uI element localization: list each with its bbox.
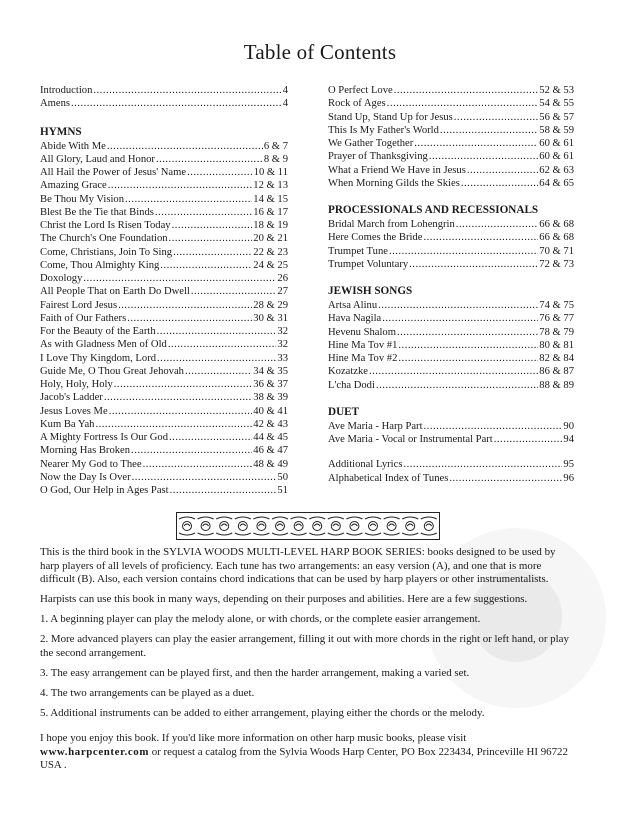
toc-entry-title: Now the Day Is Over <box>40 471 131 483</box>
toc-entry-page: 88 & 89 <box>539 379 574 391</box>
toc-entry-title: Alphabetical Index of Tunes <box>328 472 449 484</box>
toc-leader-dots <box>378 299 538 312</box>
toc-leader-dots <box>467 164 538 177</box>
toc-leader-dots <box>172 219 253 232</box>
toc-entry <box>328 420 574 433</box>
toc-leader-dots <box>170 484 277 497</box>
ornament-leaf <box>253 517 269 535</box>
toc-entry <box>328 258 574 271</box>
toc-leader-dots <box>403 458 562 471</box>
toc-entry-page: 27 <box>277 286 288 298</box>
toc-leader-dots <box>398 352 538 365</box>
ornament-flower <box>406 522 415 531</box>
ornament-flower <box>331 522 340 531</box>
toc-leader-dots <box>131 444 252 457</box>
toc-entry <box>328 326 574 339</box>
toc-leader-dots <box>169 431 252 444</box>
toc-entry-page: 42 & 43 <box>253 418 288 430</box>
toc-entry-page: 8 & 9 <box>263 153 288 165</box>
ornament-leaf <box>328 517 344 535</box>
toc-leader-dots <box>454 111 538 124</box>
toc-entry-page: 4 <box>282 85 288 96</box>
toc-leader-dots <box>108 179 253 192</box>
toc-entry-title: For the Beauty of the Earth <box>40 326 156 337</box>
toc-leader-dots <box>409 258 538 271</box>
section-heading-processionals: PROCESSIONALS AND RECESSIONALS <box>328 204 539 216</box>
toc-leader-dots <box>389 245 538 258</box>
toc-entry <box>40 206 288 219</box>
toc-entry <box>328 124 574 137</box>
toc-leader-dots <box>155 206 252 219</box>
toc-entry-title: Blest Be the Tie that Binds <box>40 206 154 218</box>
toc-leader-dots <box>494 433 563 446</box>
intro-paragraph: This is the third book in the SYLVIA WOODS MULTI-LEVEL HARP BOOK SERIES: books designed to be used by harp players of all levels of proficiency. Each tune has two arrangements: an easy version (A), and one that is more difficult (B). Also, each version contains chord indications that can be used by harp players or other instrumentalists. <box>40 546 556 586</box>
toc-entry <box>328 177 574 190</box>
toc-entry <box>40 259 288 272</box>
toc-entry-title: Trumpet Voluntary <box>328 258 409 270</box>
toc-leader-dots <box>114 378 252 391</box>
toc-entry-page: 30 & 31 <box>253 312 288 324</box>
toc-entry-page: 44 & 45 <box>253 432 288 443</box>
toc-entry-title: Hava Nagila <box>328 313 382 325</box>
ornament-flower <box>424 522 433 531</box>
toc-leader-dots <box>387 97 539 110</box>
toc-entry <box>40 299 288 312</box>
toc-entry-page: 20 & 21 <box>253 233 288 245</box>
ornament-flower <box>257 522 266 531</box>
toc-entry-page: 32 <box>277 326 288 337</box>
toc-entry <box>328 231 574 244</box>
ornament-flower <box>183 522 192 531</box>
toc-leader-dots <box>173 246 252 259</box>
toc-entry-title: A Mighty Fortress Is Our God <box>40 432 169 443</box>
toc-entry-page: 52 & 53 <box>539 85 574 96</box>
suggestion-item: 3. The easy arrangement can be played first, and then the harder arrangement, making a varied set. <box>40 666 470 679</box>
closing-paragraph <box>40 732 572 773</box>
toc-entry <box>40 458 288 471</box>
toc-leader-dots <box>398 339 538 352</box>
toc-entry-title: Artsa Alinu <box>328 300 378 311</box>
suggestion-item: 5. Additional instruments can be added to either arrangement, playing either the chords or the melody. <box>40 706 485 719</box>
website-link[interactable]: www.harpcenter.com <box>40 745 150 758</box>
toc-entry-page: 82 & 84 <box>539 353 574 364</box>
suggestions-intro: Harpists can use this book in many ways, depending on their purposes and abilities. Here are a few suggestions. <box>40 593 528 606</box>
toc-entry-page: 94 <box>563 434 574 445</box>
ornament-leaf <box>272 517 288 535</box>
toc-entry <box>40 484 288 497</box>
toc-entry-page: 64 & 65 <box>539 177 574 189</box>
toc-entry-page: 34 & 35 <box>253 365 288 377</box>
toc-entry-title: O Perfect Love <box>328 85 393 96</box>
toc-entry <box>40 153 288 166</box>
toc-entry-page: 80 & 81 <box>539 339 574 351</box>
toc-entry-page: 58 & 59 <box>539 124 574 136</box>
section-heading-duet: DUET <box>328 405 360 418</box>
toc-entry <box>328 339 574 352</box>
toc-entry-title: Come, Christians, Join To Sing <box>40 246 173 258</box>
toc-entry <box>328 218 574 231</box>
toc-leader-dots <box>83 272 276 285</box>
toc-entry-title: Hine Ma Tov #2 <box>328 353 398 364</box>
ornament-leaf <box>179 517 195 535</box>
toc-entry <box>328 352 574 365</box>
ornament-flower <box>220 522 229 531</box>
toc-intro-list <box>40 84 288 111</box>
toc-leader-dots <box>414 137 538 150</box>
toc-duet-list <box>328 420 574 447</box>
toc-entry-page: 14 & 15 <box>253 193 288 205</box>
toc-leader-dots <box>394 84 539 97</box>
toc-entry-page: 38 & 39 <box>253 392 288 404</box>
toc-entry <box>328 150 574 163</box>
toc-entry-title: Here Comes the Bride <box>328 232 423 244</box>
toc-entry-page: 90 <box>563 420 574 432</box>
toc-entry <box>40 431 288 444</box>
toc-leader-dots <box>157 352 276 365</box>
toc-entry-page: 40 & 41 <box>253 405 288 417</box>
toc-leader-dots <box>127 312 252 325</box>
toc-entry-title: As with Gladness Men of Old <box>40 339 167 351</box>
ornament-leaf <box>384 517 400 535</box>
closing-lead: I hope you enjoy this book. If you'd like more information on other harp music books, please visit <box>40 732 467 745</box>
toc-entry-title: The Church's One Foundation <box>40 233 168 245</box>
toc-processionals-list <box>328 218 574 271</box>
toc-entry-page: 36 & 37 <box>253 379 288 390</box>
toc-leader-dots <box>376 379 538 392</box>
toc-entry <box>40 338 288 351</box>
toc-leader-dots <box>168 338 277 351</box>
toc-leader-dots <box>456 218 538 231</box>
ornament-flower <box>294 522 303 531</box>
toc-entry <box>40 352 288 365</box>
toc-entry-title: This Is My Father's World <box>328 124 439 136</box>
toc-entry-page: 95 <box>563 459 574 471</box>
toc-leader-dots <box>461 177 538 190</box>
toc-entry-title: Nearer My God to Thee <box>40 458 142 470</box>
toc-entry <box>40 97 288 110</box>
toc-entry-page: 70 & 71 <box>539 245 574 257</box>
toc-leader-dots <box>424 420 563 433</box>
toc-entry-title: Jesus Loves Me <box>40 405 108 417</box>
toc-leader-dots <box>157 325 277 338</box>
toc-entry-page: 96 <box>563 472 574 484</box>
ornament-leaf <box>421 517 437 535</box>
toc-entry <box>40 471 288 484</box>
toc-entry <box>328 111 574 124</box>
toc-entry <box>40 391 288 404</box>
suggestion-item: 1. A beginning player can play the melody alone, or with chords, or the complete easier arrangement. <box>40 613 481 626</box>
toc-entry-title: Christ the Lord Is Risen Today <box>40 220 171 231</box>
toc-entry-title: O God, Our Help in Ages Past <box>40 485 169 496</box>
toc-entry <box>40 219 288 232</box>
toc-entry-title: Holy, Holy, Holy <box>40 379 113 390</box>
toc-jewish-list <box>328 299 574 392</box>
toc-leader-dots <box>382 312 538 325</box>
toc-entry-title: All Hail the Power of Jesus' Name <box>40 167 187 178</box>
toc-entry-page: 22 & 23 <box>253 246 288 258</box>
floral-ornament-graphic <box>177 513 439 539</box>
ornament-flower <box>313 522 322 531</box>
ornament-leaf <box>365 517 381 535</box>
toc-entry-title: Come, Thou Almighty King <box>40 259 160 271</box>
suggestion-item: 2. More advanced players can play the easier arrangement, filling it out with more chords in the right or left hand, or play the second arrangement. <box>40 633 569 659</box>
toc-entry <box>40 325 288 338</box>
ornament-leaf <box>402 517 418 535</box>
toc-entry-page: 74 & 75 <box>539 300 574 311</box>
toc-entry-page: 18 & 19 <box>253 220 288 231</box>
toc-entry <box>40 166 288 179</box>
toc-leader-dots <box>143 458 253 471</box>
ornament-flower <box>238 522 247 531</box>
toc-entry-page: 76 & 77 <box>539 313 574 325</box>
toc-entry-page: 4 <box>282 98 288 110</box>
toc-entry <box>40 179 288 192</box>
suggestions-list <box>40 613 572 720</box>
toc-entry-title: Amazing Grace <box>40 180 107 192</box>
toc-entry-page: 62 & 63 <box>539 164 574 176</box>
toc-leader-dots <box>93 84 281 97</box>
toc-entry-page: 46 & 47 <box>253 445 288 457</box>
toc-entry-title: All Glory, Laud and Honor <box>40 153 155 165</box>
ornament-flower <box>276 522 285 531</box>
toc-leader-dots <box>423 231 538 244</box>
toc-entry <box>328 433 574 446</box>
toc-entry-title: Prayer of Thanksgiving <box>328 151 428 163</box>
toc-left-column <box>40 84 288 497</box>
toc-entry-page: 56 & 57 <box>539 111 574 123</box>
toc-leader-dots <box>104 391 252 404</box>
ornament-flower <box>350 522 359 531</box>
toc-entry-page: 26 <box>277 273 288 284</box>
toc-entry-title: Abide With Me <box>40 140 106 152</box>
toc-entry <box>328 164 574 177</box>
intro-text-block <box>40 546 572 779</box>
ornament-leaf <box>309 517 325 535</box>
toc-leader-dots <box>169 232 253 245</box>
toc-leader-dots <box>71 97 282 110</box>
toc-entry-title: Kum Ba Yah <box>40 418 95 430</box>
toc-entry <box>328 84 574 97</box>
toc-entry <box>328 245 574 258</box>
toc-entry-page: 54 & 55 <box>539 98 574 110</box>
toc-leader-dots <box>185 365 252 378</box>
page-title: Table of Contents <box>243 40 397 64</box>
suggestion-item: 4. The two arrangements can be played as a duet. <box>40 686 255 699</box>
toc-entry-title: Kozatzke <box>328 366 368 378</box>
toc-entry <box>40 246 288 259</box>
toc-entry-title: Rock of Ages <box>328 98 386 110</box>
ornament-leaf <box>198 517 214 535</box>
toc-entry-title: Faith of Our Fathers <box>40 312 127 324</box>
toc-entry-title: Be Thou My Vision <box>40 193 125 205</box>
toc-entry-page: 86 & 87 <box>539 366 574 378</box>
toc-entry-page: 60 & 61 <box>539 151 574 163</box>
toc-leader-dots <box>109 405 253 418</box>
closing-tail: or request a catalog from the Sylvia Woods Harp Center, PO Box 223434, Princeville HI 96722 USA . <box>40 745 568 772</box>
toc-entry-page: 72 & 73 <box>539 258 574 270</box>
toc-entry-title: Morning Has Broken <box>40 445 131 457</box>
toc-entry-page: 6 & 7 <box>263 140 288 152</box>
toc-entry <box>40 285 288 298</box>
toc-hymns-continued-list <box>328 84 574 190</box>
toc-entry-page: 10 & 11 <box>253 167 288 178</box>
spacer <box>328 446 574 458</box>
toc-entry-page: 12 & 13 <box>253 180 288 192</box>
toc-entry-title: Hine Ma Tov #1 <box>328 339 398 351</box>
toc-leader-dots <box>132 471 277 484</box>
toc-entry-page: 66 & 68 <box>539 232 574 244</box>
toc-entry-title: We Gather Together <box>328 138 414 149</box>
toc-leader-dots <box>440 124 538 137</box>
section-heading-jewish: JEWISH SONGS <box>328 285 413 297</box>
toc-entry <box>40 444 288 457</box>
ornament-leaf <box>346 517 362 535</box>
ornament-leaf <box>291 517 307 535</box>
toc-entry-title: Introduction <box>40 85 93 96</box>
toc-entry <box>40 405 288 418</box>
toc-entry-title: I Love Thy Kingdom, Lord <box>40 352 157 364</box>
toc-entry-page: 33 <box>277 352 288 364</box>
toc-entry-title: When Morning Gilds the Skies <box>328 177 460 189</box>
toc-entry <box>328 97 574 110</box>
toc-entry <box>328 299 574 312</box>
toc-entry-page: 50 <box>277 471 288 483</box>
toc-entry-title: Stand Up, Stand Up for Jesus <box>328 111 453 123</box>
toc-entry-page: 66 & 68 <box>539 219 574 230</box>
toc-entry <box>328 137 574 150</box>
toc-entry-page: 51 <box>277 485 288 496</box>
toc-hymns-list <box>40 140 288 498</box>
toc-entry <box>40 272 288 285</box>
toc-extras-list <box>328 458 574 485</box>
toc-entry <box>40 365 288 378</box>
toc-entry-title: Bridal March from Lohengrin <box>328 219 455 230</box>
toc-leader-dots <box>187 166 253 179</box>
toc-leader-dots <box>429 150 538 163</box>
toc-leader-dots <box>160 259 252 272</box>
ornament-leaf <box>235 517 251 535</box>
toc-entry-page: 16 & 17 <box>253 206 288 218</box>
toc-entry <box>328 458 574 471</box>
toc-entry <box>40 312 288 325</box>
toc-leader-dots <box>125 193 252 206</box>
toc-entry <box>328 379 574 392</box>
toc-entry-title: Ave Maria - Vocal or Instrumental Part <box>328 434 493 445</box>
toc-entry-page: 78 & 79 <box>539 326 574 338</box>
toc-right-column <box>328 84 574 485</box>
toc-entry-title: Trumpet Tune <box>328 245 388 257</box>
toc-leader-dots <box>156 153 263 166</box>
toc-entry-title: What a Friend We Have in Jesus <box>328 164 466 176</box>
ornament-flower <box>387 522 396 531</box>
toc-leader-dots <box>107 140 263 153</box>
toc-entry-title: Jacob's Ladder <box>40 392 103 404</box>
toc-entry <box>328 472 574 485</box>
toc-entry-title: Amens <box>40 98 71 110</box>
toc-leader-dots <box>191 285 277 298</box>
ornament-flower <box>369 522 378 531</box>
toc-entry <box>40 232 288 245</box>
toc-entry <box>40 84 288 97</box>
toc-entry <box>40 418 288 431</box>
toc-entry-page: 24 & 25 <box>253 259 288 271</box>
ornament-flower <box>201 522 210 531</box>
toc-entry-title: Fairest Lord Jesus <box>40 299 118 311</box>
toc-entry-page: 60 & 61 <box>539 138 574 149</box>
toc-entry <box>40 140 288 153</box>
floral-ornament-divider <box>176 512 440 540</box>
toc-entry-title: All People That on Earth Do Dwell <box>40 286 190 298</box>
toc-entry-title: Additional Lyrics <box>328 459 403 471</box>
toc-entry <box>40 378 288 391</box>
toc-entry <box>40 193 288 206</box>
toc-entry-title: Doxology <box>40 273 83 284</box>
toc-leader-dots <box>95 418 252 431</box>
toc-leader-dots <box>397 326 538 339</box>
toc-leader-dots <box>449 472 562 485</box>
toc-entry-title: Hevenu Shalom <box>328 326 396 338</box>
ornament-leaf <box>216 517 232 535</box>
toc-entry-title: L'cha Dodi <box>328 379 375 391</box>
toc-leader-dots <box>118 299 252 312</box>
toc-entry-title: Ave Maria - Harp Part <box>328 420 423 432</box>
section-heading-hymns: HYMNS <box>40 125 82 138</box>
toc-entry <box>328 312 574 325</box>
toc-leader-dots <box>369 365 538 378</box>
toc-entry-title: Guide Me, O Thou Great Jehovah <box>40 365 184 377</box>
toc-entry-page: 32 <box>277 339 288 351</box>
toc-entry-page: 48 & 49 <box>253 458 288 470</box>
toc-entry <box>328 365 574 378</box>
toc-entry-page: 28 & 29 <box>253 299 288 311</box>
